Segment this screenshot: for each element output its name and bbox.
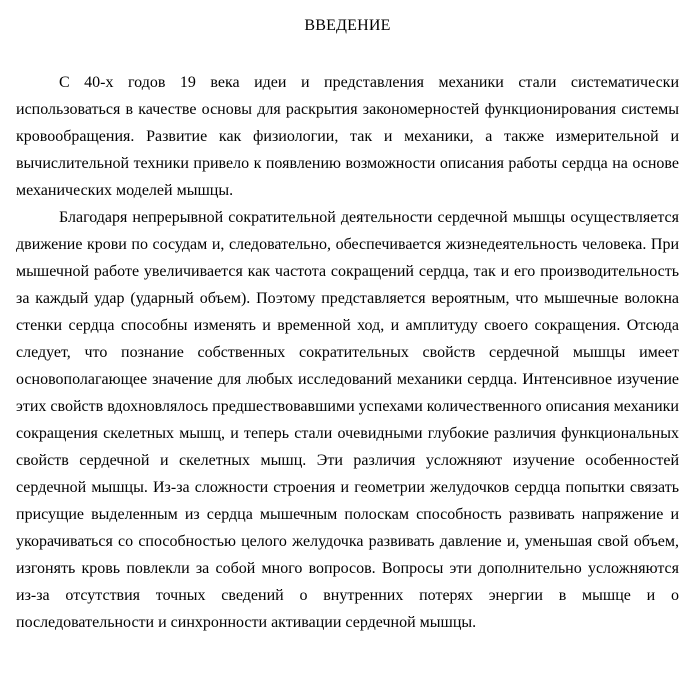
paragraph-2: Благодаря непрерывной сократительной деятельности сердечной мышцы осуществляется движение крови по сосудам и, следовательно, обеспечивается жизнедеятельность человека. При мышечной работе увеличивается как частота сокращений сердца, так и его производительность за каждый удар (ударный объем). Поэтому представляется вероятным, что мышечные волокна стенки сердца способны изменять и временной ход, и амплитуду своего сокращения. Отсюда следует, что познание собственных сократительных свойств сердечной мышцы имеет основополагающее значение для любых исследований механики сердца. Интенсивное изучение этих свойств вдохновлялось предшествовавшими успехами количественного описания механики сокращения скелетных мышц, и теперь стали очевидными глубокие различия функциональных свойств сердечной и скелетных мышц. Эти различия усложняют изучение особенностей сердечной мышцы. Из-за сложности строения и геометрии желудочков сердца попытки связать присущие выделенным из сердца мышечным полоскам способность развивать напряжение и укорачиваться со способностью целого желудочка развивать давление и, уменьшая свой объем, изгонять кровь повлекли за собой много вопросов. Вопросы эти дополнительно усложняются из-за отсутствия точных сведений о внутренних потерях энергии в мышце и о последовательности и синхронности активации сердечной мышцы.	[16, 209, 679, 631]
document-body	[16, 69, 679, 636]
document-title: ВВЕДЕНИЕ	[304, 17, 391, 34]
paragraph-1: С 40-х годов 19 века идеи и представления механики стали систематически использоваться в качестве основы для раскрытия закономерностей функционирования системы кровообращения. Развитие как физиологии, так и механики, а также измерительной и вычислительной техники привело к появлению возможности описания работы сердца на основе механических моделей мышцы.	[16, 74, 679, 199]
